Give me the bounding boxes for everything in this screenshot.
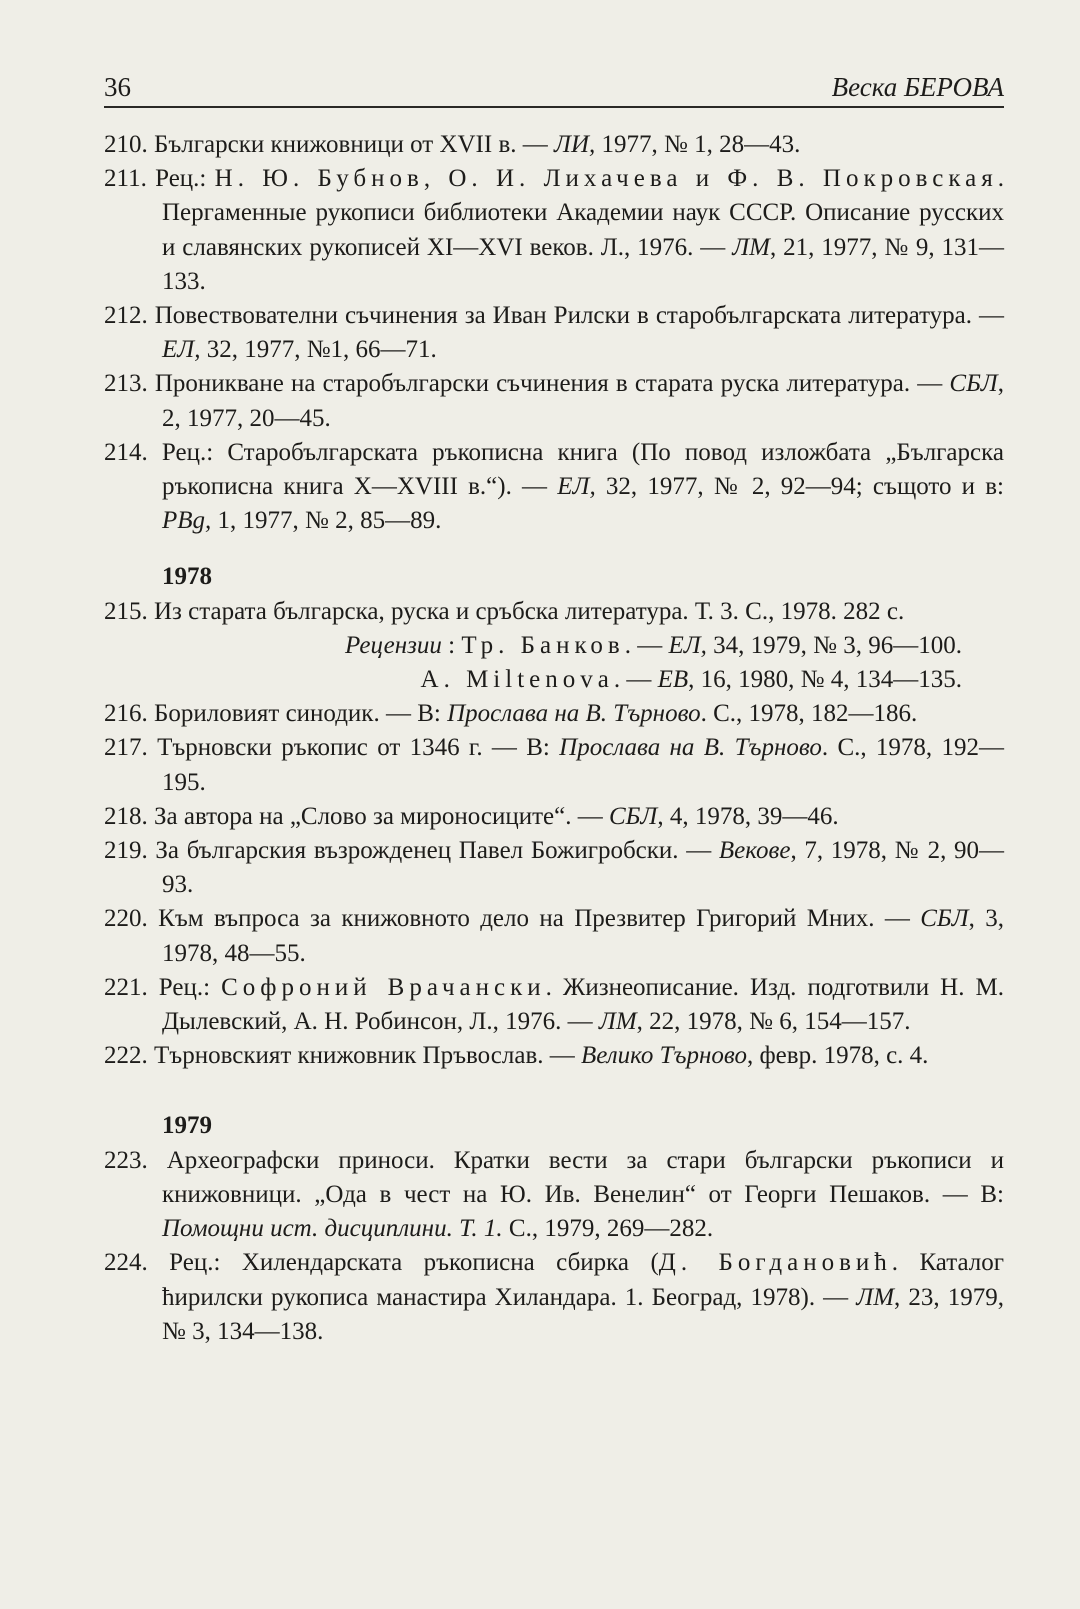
bib-entry-221: 221. Рец.: Софроний Врачански. Жизнеописание. Изд. подготвили Н. М. Дылевский, А. Н. Робинсон, Л., 1976. — ЛМ, 22, 1978, № 6, 154—157.	[104, 973, 1005, 1036]
page-number: 36	[104, 72, 131, 102]
bib-entry-218: 218. За автора на „Слово за мироносиците“. — СБЛ, 4, 1978, 39—46.	[104, 802, 839, 830]
bib-entry-219: 219. За българския възрожденец Павел Божигробски. — Векове, 7, 1978, № 2, 90—93.	[104, 837, 1004, 899]
review-line-2: A. Miltenova. — ЕВ, 16, 1980, № 4, 134—135.	[420, 666, 962, 694]
bib-entry-211: 211. Рец.: Н. Ю. Бубнов, О. И. Лихачева и Ф. В. Покровская. Пергаменные рукописи библиотеки Академии наук СССР. Описание русских и славянских рукописей XI—XVI веков. Л., 1976. — ЛМ, 21, 1977, № 9, 131—133.	[104, 165, 1005, 295]
year-heading-1978: 1978	[162, 563, 212, 591]
review-line-1: Рецензии : Тр. Банков. — ЕЛ, 34, 1979, № 3, 96—100.	[345, 631, 962, 659]
bib-entry-215: 215. Из старата българска, руска и сръбска литература. Т. 3. С., 1978. 282 с.	[104, 597, 905, 625]
bibliography-list	[104, 128, 1004, 1349]
bib-entry-217: 217. Търновски ръкопис от 1346 г. — В: Прослава на В. Търново. С., 1978, 192—195.	[104, 734, 1004, 796]
page-header	[104, 66, 1004, 108]
bib-entry-216: 216. Бориловият синодик. — В: Прослава на В. Търново. С., 1978, 182—186.	[104, 700, 918, 728]
bib-entry-223: 223. Археографски приноси. Кратки вести за стари български ръкописи и книжовници. „Ода в чест на Ю. Ив. Венелин“ от Георги Пешаков. — В: Помощни ист. дисциплини. Т. 1. С., 1979, 269—282.	[104, 1146, 1004, 1243]
bib-entry-212: 212. Повествователни съчинения за Иван Рилски в старобългарската литература. — ЕЛ, 32, 1977, №1, 66—71.	[104, 302, 1004, 364]
bib-entry-224: 224. Рец.: Хилендарската ръкописна сбирка (Д. Богдановић. Каталог ћирилски рукописа манастира Хиландара. 1. Београд, 1978). — ЛМ, 23, 1979, № 3, 134—138.	[104, 1249, 1005, 1345]
year-heading-1979: 1979	[162, 1112, 212, 1140]
bib-entry-213: 213. Проникване на старобългарски съчинения в старата руска литература. — СБЛ, 2, 1977, 20—45.	[104, 370, 1004, 432]
bib-entry-222: 222. Търновският книжовник Пръвослав. — Велико Търново, февр. 1978, с. 4.	[104, 1042, 929, 1070]
bib-entry-220: 220. Към въпроса за книжовното дело на Презвитер Григорий Мних. — СБЛ, 3, 1978, 48—55.	[104, 905, 1004, 967]
bib-entry-210: 210. Български книжовници от XVII в. — ЛИ, 1977, № 1, 28—43.	[104, 131, 801, 158]
bib-entry-214: 214. Рец.: Старобългарската ръкописна книга (По повод изложбата „Българска ръкописна книга X—XVIII в.“). — ЕЛ, 32, 1977, № 2, 92—94; същото и в: PBg, 1, 1977, № 2, 85—89.	[104, 438, 1004, 535]
running-title: Веска БЕРОВА	[831, 72, 1004, 102]
